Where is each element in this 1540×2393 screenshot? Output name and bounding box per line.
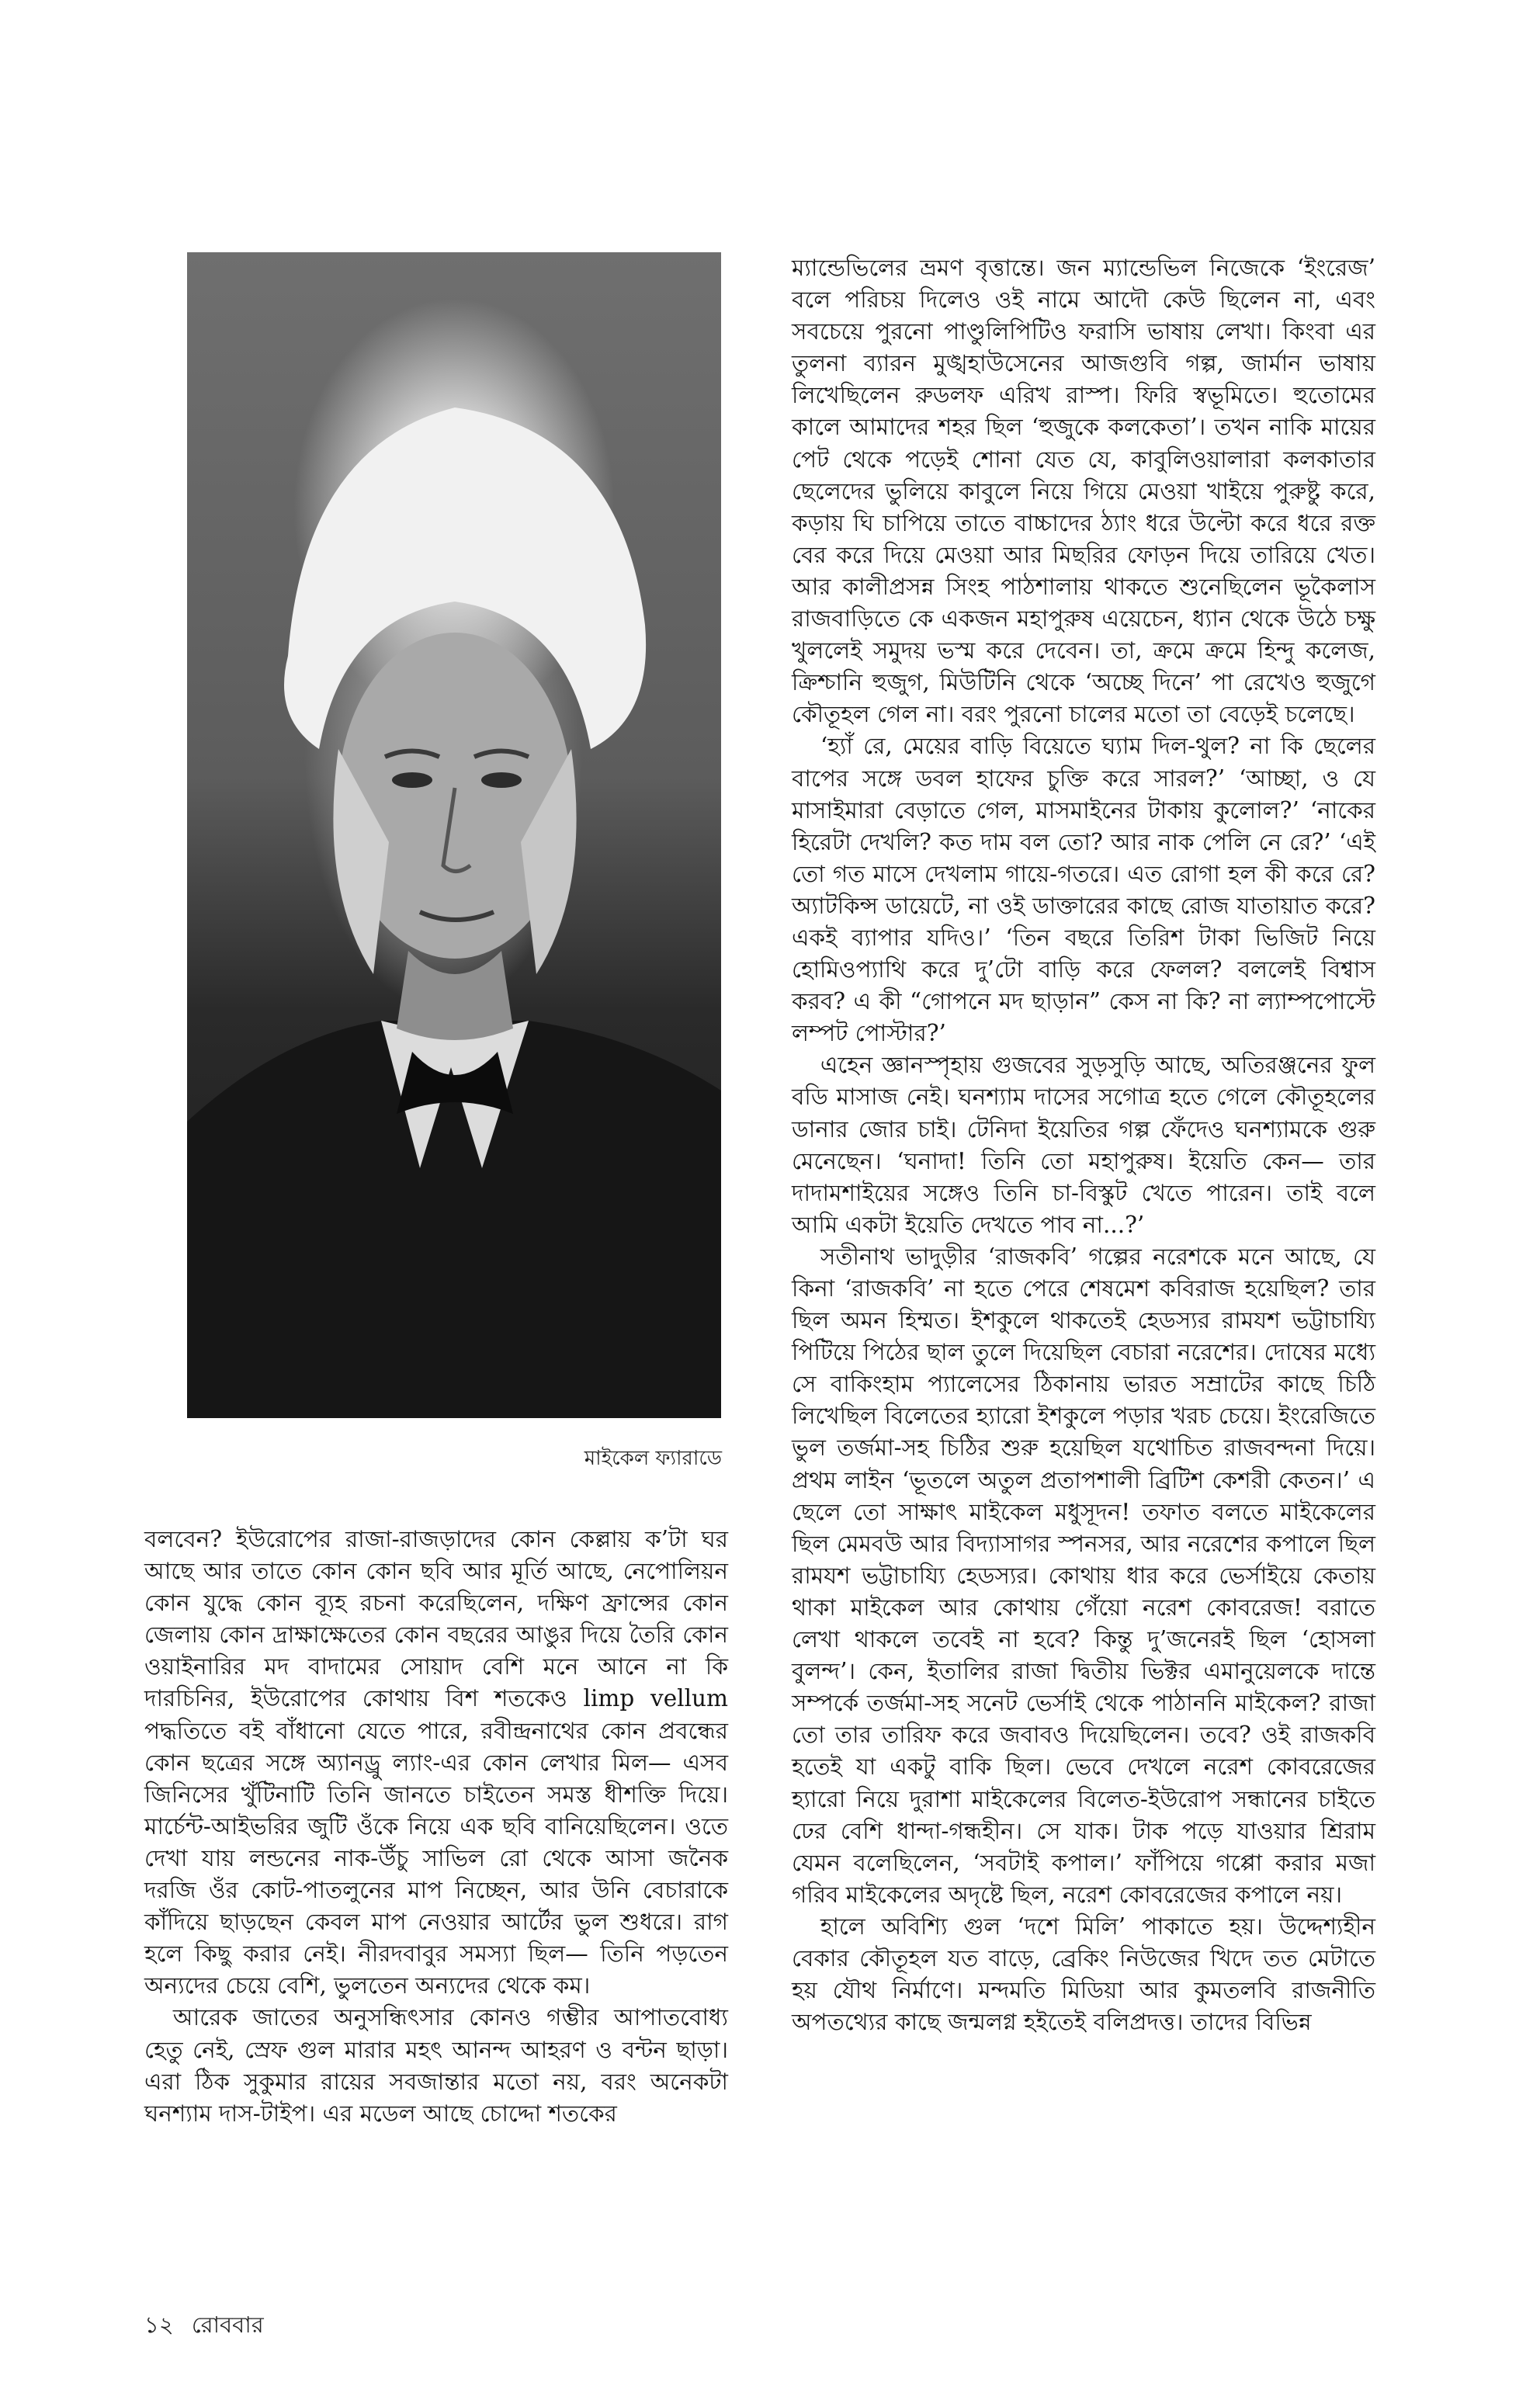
paragraph: আরেক জাতের অনুসন্ধিৎসার কোনও গম্ভীর আপাতবোধ্য হেতু নেই, স্রেফ গুল মারার মহৎ আনন্দ আহরণ ও বন্টন ছাড়া। এরা ঠিক সুকুমার রায়ের সবজান্তার মতো নয়, বরং অনেকটা ঘনশ্যাম দাস-টাইপ। এর মডেল আছে চোদ্দো শতকের xyxy=(144,2004,728,2127)
page-number: ১২ xyxy=(144,2311,174,2338)
photo-caption: মাইকেল ফ্যারাডে xyxy=(584,1447,722,1470)
publication-name: রোববার xyxy=(191,2311,264,2338)
portrait-photo xyxy=(187,252,721,1418)
right-column xyxy=(792,252,1375,2038)
paragraph: বলবেন? ইউরোপের রাজা-রাজড়াদের কোন কেল্লায় ক’টা ঘর আছে আর তাতে কোন কোন ছবি আর মূর্তি আছে, নেপোলিয়ন কোন যুদ্ধে কোন ব্যূহ রচনা করেছিলেন, দক্ষিণ ফ্রান্সের কোন জেলায় কোন দ্রাক্ষাক্ষেতের কোন বছরের আঙুর দিয়ে তৈরি কোন ওয়াইনারির মদ বাদামের সোয়াদ বেশি মনে আনে না কি দারচিনির, ইউরোপের কোথায় বিশ শতকেও limp vellum পদ্ধতিতে বই বাঁধানো যেতে পারে, রবীন্দ্রনাথের কোন প্রবন্ধের কোন ছত্রের সঙ্গে অ্যানড্রু ল্যাং-এর কোন লেখার মিল— এসব জিনিসের খুঁটিনাটি তিনি জানতে চাইতেন সমস্ত ধীশক্তি দিয়ে। মার্চেন্ট-আইভরির জুটি ওঁকে নিয়ে এক ছবি বানিয়েছিলেন। ওতে দেখা যায় লন্ডনের নাক-উঁচু সাভিল রো থেকে আসা জনৈক দরজি ওঁর কোট-পাতলুনের মাপ নিচ্ছেন, আর উনি বেচারাকে কাঁদিয়ে ছাড়ছেন কেবল মাপ নেওয়ার আর্টের ভুল শুধরে। রাগ হলে কিছু করার নেই। নীরদবাবুর সমস্যা ছিল— তিনি পড়তেন অন্যদের চেয়ে বেশি, ভুলতেন অন্যদের থেকে কম। xyxy=(144,1526,728,1999)
paragraph: এহেন জ্ঞানস্পৃহায় গুজবের সুড়সুড়ি আছে, অতিরঞ্জনের ফুল বডি মাসাজ নেই। ঘনশ্যাম দাসের সগোত্র হতে গেলে কৌতূহলের ডানার জোর চাই। টেনিদা ইয়েতির গল্প ফেঁদেও ঘনশ্যামকে গুরু মেনেছেন। ‘ঘনাদা! তিনি তো মহাপুরুষ। ইয়েতি কেন— তার দাদামশাইয়ের সঙ্গেও তিনি চা-বিস্কুট খেতে পারেন। তাই বলে আমি একটা ইয়েতি দেখতে পাব না...?’ xyxy=(792,1052,1375,1238)
left-column xyxy=(144,1524,728,2130)
portrait-illustration xyxy=(187,252,721,1418)
page-footer xyxy=(144,2311,275,2339)
paragraph: ম্যান্ডেভিলের ভ্রমণ বৃত্তান্তে। জন ম্যান্ডেভিল নিজেকে ‘ইংরেজ’ বলে পরিচয় দিলেও ওই নামে আদৌ কেউ ছিলেন না, এবং সবচেয়ে পুরনো পাণ্ডুলিপিটিও ফরাসি ভাষায় লেখা। কিংবা এর তুলনা ব্যারন মুঙ্খহাউসেনের আজগুবি গল্প, জার্মান ভাষায় লিখেছিলেন রুডলফ এরিখ রাস্প। ফিরি স্বভূমিতে। হুতোমের কালে আমাদের শহর ছিল ‘হুজুকে কলকেতা’। তখন নাকি মায়ের পেট থেকে পড়েই শোনা যেত যে, কাবুলিওয়ালারা কলকাতার ছেলেদের ভুলিয়ে কাবুলে নিয়ে গিয়ে মেওয়া খাইয়ে পুরুষ্টু করে, কড়ায় ঘি চাপিয়ে তাতে বাচ্চাদের ঠ্যাং ধরে উল্টো করে ধরে রক্ত বের করে দিয়ে মেওয়া আর মিছরির ফোড়ন দিয়ে তারিয়ে খেত। আর কালীপ্রসন্ন সিংহ পাঠশালায় থাকতে শুনেছিলেন ভূকৈলাস রাজবাড়িতে কে একজন মহাপুরুষ এয়েচেন, ধ্যান থেকে উঠে চক্ষু খুললেই সমুদয় ভস্ম করে দেবেন। তা, ক্রমে ক্রমে হিন্দু কলেজ, ক্রিশ্চানি হুজুগ, মিউটিনি থেকে ‘অচ্ছে দিনে’ পা রেখেও হুজুগে কৌতূহল গেল না। বরং পুরনো চালের মতো তা বেড়েই চলেছে। xyxy=(792,255,1375,728)
paragraph: ‘হ্যাঁ রে, মেয়ের বাড়ি বিয়েতে ঘ্যাম দিল-থুল? না কি ছেলের বাপের সঙ্গে ডবল হাফের চুক্তি করে সারল?’ ‘আচ্ছা, ও যে মাসাইমারা বেড়াতে গেল, মাসমাইনের টাকায় কুলোল?’ ‘নাকের হিরেটা দেখলি? কত দাম বল তো? আর নাক পেলি নে রে?’ ‘এই তো গত মাসে দেখলাম গায়ে-গতরে। এত রোগা হল কী করে রে? অ্যাটকিন্স ডায়েটে, না ওই ডাক্তারের কাছে রোজ যাতায়াত করে? একই ব্যাপার যদিও।’ ‘তিন বছরে তিরিশ টাকা ভিজিট নিয়ে হোমিওপ্যাথি করে দু’টো বাড়ি করে ফেলল? বললেই বিশ্বাস করব? এ কী “গোপনে মদ ছাড়ান” কেস না কি? না ল্যাম্পপোস্টে লম্পট পোস্টার?’ xyxy=(792,733,1375,1047)
paragraph: সতীনাথ ভাদুড়ীর ‘রাজকবি’ গল্পের নরেশকে মনে আছে, যে কিনা ‘রাজকবি’ না হতে পেরে শেষমেশ কবিরাজ হয়েছিল? তার ছিল অমন হিম্মত। ইশকুলে থাকতেই হেডস্যর রামযশ ভট্টাচায্যি পিটিয়ে পিঠের ছাল তুলে দিয়েছিল বেচারা নরেশের। দোষের মধ্যে সে বাকিংহাম প্যালেসের ঠিকানায় ভারত সম্রাটের কাছে চিঠি লিখেছিল বিলেতের হ্যারো ইশকুলে পড়ার খরচ চেয়ে। ইংরেজিতে ভুল তর্জমা-সহ চিঠির শুরু হয়েছিল যথোচিত রাজবন্দনা দিয়ে। প্রথম লাইন ‘ভূতলে অতুল প্রতাপশালী ব্রিটিশ কেশরী কেতন।’ এ ছেলে তো সাক্ষাৎ মাইকেল মধুসূদন! তফাত বলতে মাইকেলের ছিল মেমবউ আর বিদ্যাসাগর স্পনসর, আর নরেশের কপালে ছিল রামযশ ভট্টাচায্যি হেডস্যর। কোথায় ধার করে ভের্সাইয়ে কেতায় থাকা মাইকেল আর কোথায় গেঁয়ো নরেশ কোবরেজ! বরাতে লেখা থাকলে তবেই না হবে? কিন্তু দু’জনেরই ছিল ‘হোসলা বুলন্দ’। কেন, ইতালির রাজা দ্বিতীয় ভিক্টর এমানুয়েলকে দান্তে সম্পর্কে তর্জমা-সহ সনেট ভের্সাই থেকে পাঠাননি মাইকেল? রাজা তো তার তারিফ করে জবাবও দিয়েছিলেন। তবে? ওই রাজকবি হতেই যা একটু বাকি ছিল। ভেবে দেখলে নরেশ কোবরেজের হ্যারো নিয়ে দুরাশা মাইকেলের বিলেত-ইউরোপ সন্ধানের চাইতে ঢের বেশি ধান্দা-গন্ধহীন। সে যাক। টাক পড়ে যাওয়ার শ্রিরাম যেমন বলেছিলেন, ‘সবটাই কপাল।’ ফাঁপিয়ে গপ্পো করার মজা গরিব মাইকেলের অদৃষ্টে ছিল, নরেশ কোবরেজের কপালে নয়। xyxy=(792,1243,1375,1908)
paragraph: হালে অবিশ্যি গুল ‘দশে মিলি’ পাকাতে হয়। উদ্দেশ্যহীন বেকার কৌতূহল যত বাড়ে, ব্রেকিং নিউজের খিদে তত মেটাতে হয় যৌথ নির্মাণে। মন্দমতি মিডিয়া আর কুমতলবি রাজনীতি অপতথ্যের কাছে জন্মলগ্ন হইতেই বলিপ্রদত্ত। তাদের বিভিন্ন xyxy=(792,1913,1375,2036)
